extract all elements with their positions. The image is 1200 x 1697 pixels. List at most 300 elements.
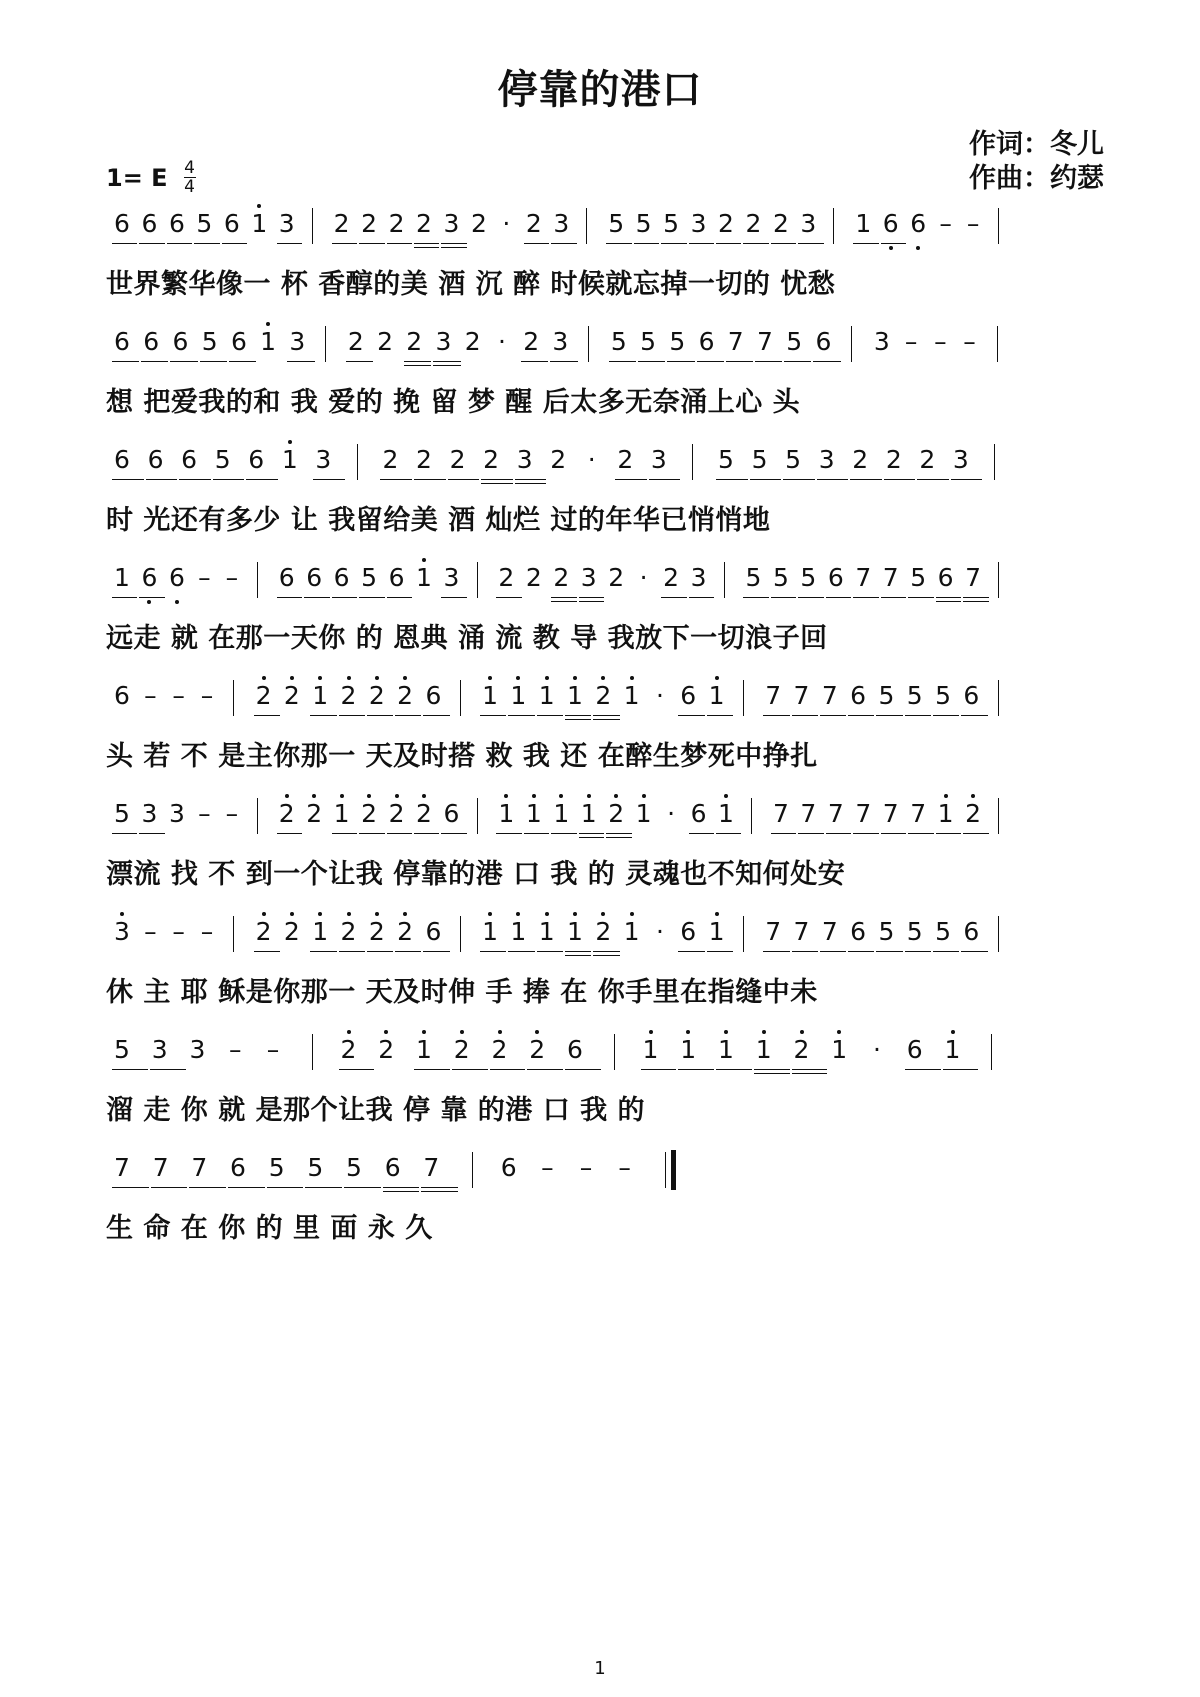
barline: [991, 1034, 992, 1070]
score-note: 6: [680, 681, 697, 710]
score-note: 6: [906, 1035, 923, 1064]
score-system: [0, 1144, 1200, 1264]
underline-beam: [689, 243, 714, 244]
underline-beam: [551, 597, 576, 598]
underline-beam: [689, 833, 714, 834]
score-note: 5: [114, 1035, 130, 1064]
score-note: 5: [910, 563, 927, 592]
score-note: 6: [815, 327, 832, 356]
barline: [257, 798, 258, 834]
octave-dot: [266, 322, 270, 326]
underline-beam: [763, 715, 789, 716]
underline-beam: [139, 243, 164, 244]
underline-beam: [267, 1187, 304, 1188]
score-system: [0, 200, 1200, 320]
underline-beam: [414, 833, 439, 834]
barline: [692, 444, 693, 480]
underline-beam: [743, 597, 768, 598]
octave-dot: [262, 676, 266, 680]
underline-beam: [481, 479, 513, 480]
score-note: 1: [312, 681, 329, 710]
underline-beam: [853, 833, 878, 834]
underline-beam: [346, 361, 373, 362]
underline-beam: [743, 243, 768, 244]
octave-dot: [762, 1030, 766, 1034]
underline-beam: [716, 479, 748, 480]
score-note: 5: [307, 1153, 324, 1182]
score-note: 6: [141, 563, 158, 592]
hold-dash: –: [172, 917, 185, 946]
score-note: 2: [388, 209, 405, 238]
score-note: 6: [168, 209, 185, 238]
score-note: 2: [382, 445, 399, 474]
score-note: 5: [114, 799, 130, 828]
underline-beam: [813, 361, 840, 362]
score-note: 5: [906, 917, 923, 946]
underline-beam: [755, 361, 782, 362]
barline: [724, 562, 725, 598]
underline-beam: [848, 715, 874, 716]
underline-beam: [783, 479, 815, 480]
score-note: 6: [181, 445, 198, 474]
score-note: 3: [580, 563, 597, 592]
underline-beam: [754, 1069, 790, 1070]
score-note: 7: [765, 917, 782, 946]
underline-beam: [490, 1069, 526, 1070]
underline-beam: [876, 951, 902, 952]
score-note: 6: [172, 327, 189, 356]
underline-beam: [481, 483, 513, 484]
score-note: 6: [910, 209, 927, 238]
barline: [472, 1152, 473, 1188]
octave-dot: [257, 204, 261, 208]
underline-beam: [606, 837, 631, 838]
underline-beam: [139, 833, 164, 834]
octave-dot: [367, 794, 371, 798]
lyric-line: 溜 走 你 就 是那个让我 停 靠 的港 口 我 的: [106, 1095, 645, 1126]
hold-dash: –: [229, 1035, 242, 1064]
score-note: 7: [821, 681, 838, 710]
score-note: 1: [623, 917, 640, 946]
score-note: 1: [333, 799, 350, 828]
underline-beam: [150, 1069, 186, 1070]
lyric-line: 休 主 耶 稣是你那一 天及时伸 手 捧 在 你手里在指缝中未: [106, 977, 818, 1008]
underline-beam: [850, 479, 882, 480]
score-note: 2: [553, 563, 570, 592]
octave-dot: [614, 794, 618, 798]
underline-beam: [565, 1069, 601, 1070]
score-note: 6: [168, 563, 185, 592]
octave-dot: [488, 912, 492, 916]
score-note: 1: [510, 681, 527, 710]
underline-beam: [441, 243, 466, 244]
underline-beam: [332, 597, 357, 598]
score-note: 5: [878, 681, 895, 710]
score-note: 7: [882, 799, 899, 828]
score-note: 1: [416, 1035, 432, 1064]
underline-beam: [310, 715, 336, 716]
score-system: [0, 672, 1200, 792]
score-note: 3: [818, 445, 835, 474]
score-note: 1: [944, 1035, 961, 1064]
score-system: [0, 318, 1200, 438]
score-note: 3: [690, 563, 707, 592]
score-note: 6: [963, 681, 980, 710]
underline-beam: [609, 361, 636, 362]
score-note: 6: [114, 445, 130, 474]
barline: [614, 1034, 615, 1070]
underline-beam: [876, 715, 902, 716]
score-note: 3: [516, 445, 533, 474]
underline-beam: [421, 1191, 458, 1192]
score-note: 5: [785, 445, 802, 474]
underline-beam: [524, 833, 549, 834]
score-system: [0, 790, 1200, 910]
score-note: 2: [718, 209, 734, 238]
octave-dot: [559, 794, 563, 798]
underline-beam: [933, 715, 959, 716]
score-note: 2: [608, 563, 625, 592]
underline-beam: [771, 833, 796, 834]
underline-beam: [383, 1187, 420, 1188]
score-note: 5: [669, 327, 686, 356]
octave-dot: [573, 912, 577, 916]
hold-dash: –: [144, 917, 157, 946]
underline-beam: [141, 361, 168, 362]
score-note: 2: [498, 563, 515, 592]
score-note: 2: [255, 681, 272, 710]
barline: [743, 680, 744, 716]
score-note: 3: [189, 1035, 206, 1064]
underline-beam: [784, 361, 811, 362]
score-note: 2: [965, 799, 982, 828]
underline-beam: [441, 247, 466, 248]
barline: [477, 798, 478, 834]
score-note: 5: [663, 209, 680, 238]
octave-dot: [573, 676, 577, 680]
score-note: 6: [425, 917, 442, 946]
score-note: 1: [937, 799, 954, 828]
underline-beam: [908, 597, 933, 598]
score-note: 6: [141, 209, 158, 238]
score-title: 停靠的港口: [497, 67, 703, 113]
barline: [998, 916, 999, 952]
hold-dash: –: [200, 681, 214, 710]
underline-beam: [305, 1187, 342, 1188]
underline-beam: [820, 951, 846, 952]
underline-beam: [508, 951, 534, 952]
key-signature: [106, 160, 196, 195]
underline-beam: [167, 243, 192, 244]
underline-beam: [615, 479, 647, 480]
octave-dot: [686, 1030, 690, 1034]
underline-beam: [641, 1069, 677, 1070]
underline-beam: [826, 833, 851, 834]
score-note: 5: [268, 1153, 285, 1182]
octave-dot: [724, 1030, 728, 1034]
score-note: 2: [525, 209, 542, 238]
score-note: 1: [718, 799, 734, 828]
score-note: 3: [443, 209, 460, 238]
underline-beam: [387, 833, 412, 834]
lyric-line: 远走 就 在那一天你 的 恩典 涌 流 教 导 我放下一切浪子回: [106, 623, 828, 654]
underline-beam: [480, 951, 506, 952]
score-note: 5: [635, 209, 652, 238]
score-note: 1: [553, 799, 570, 828]
score-note: 2: [550, 445, 567, 474]
underline-beam: [905, 1069, 941, 1070]
lyric-line: 漂流 找 不 到一个让我 停靠的港 口 我 的 灵魂也不知何处安: [106, 859, 846, 890]
score-note: 1: [482, 681, 499, 710]
underline-beam: [798, 243, 823, 244]
octave-dot: [312, 794, 316, 798]
underline-beam: [380, 479, 412, 480]
hold-dash: –: [172, 681, 185, 710]
underline-beam: [771, 243, 796, 244]
score-note: 2: [377, 327, 393, 356]
score-note: 5: [935, 917, 952, 946]
score-note: 1: [635, 799, 652, 828]
score-note: 3: [553, 209, 570, 238]
score-note: 2: [388, 799, 405, 828]
score-note: 7: [765, 681, 782, 710]
octave-dot: [120, 912, 124, 916]
octave-dot: [288, 440, 292, 444]
underline-beam: [441, 597, 466, 598]
hold-dash: –: [966, 209, 980, 238]
score-system: [0, 554, 1200, 674]
underline-beam: [716, 243, 741, 244]
underline-beam: [112, 1187, 149, 1188]
octave-dot: [545, 676, 549, 680]
underline-beam: [189, 1187, 226, 1188]
underline-beam: [951, 479, 983, 480]
score-note: 5: [786, 327, 803, 356]
score-note: 6: [230, 327, 247, 356]
score-note: 1: [708, 681, 725, 710]
underline-beam: [579, 833, 604, 834]
underline-beam: [551, 601, 576, 602]
barline: [751, 798, 752, 834]
score-note: 2: [595, 917, 612, 946]
underline-beam: [798, 597, 823, 598]
hold-dash: –: [541, 1153, 554, 1182]
score-note: 1: [260, 327, 277, 356]
score-note: 6: [850, 917, 867, 946]
score-note: 2: [525, 563, 542, 592]
score-note: 6: [567, 1035, 583, 1064]
octave-dot: [971, 794, 975, 798]
score-note: 2: [347, 327, 364, 356]
credits: [969, 128, 1104, 196]
score-note: 7: [821, 917, 838, 946]
score-note: 2: [406, 327, 423, 356]
underline-beam: [139, 597, 164, 598]
octave-dot: [715, 912, 719, 916]
score-note: 6: [223, 209, 240, 238]
underline-beam: [404, 361, 431, 362]
score-system: [0, 436, 1200, 556]
octave-dot: [175, 600, 179, 604]
score-note: 7: [910, 799, 927, 828]
underline-beam: [606, 243, 631, 244]
underline-beam: [579, 601, 604, 602]
underline-beam: [826, 597, 851, 598]
score-note: 6: [333, 563, 350, 592]
hold-dash: –: [963, 327, 976, 356]
underline-beam: [508, 715, 534, 716]
score-note: 1: [680, 1035, 697, 1064]
underline-beam: [200, 361, 227, 362]
underline-beam: [593, 955, 619, 956]
hold-dash: –: [200, 917, 214, 946]
underline-beam: [112, 243, 137, 244]
underline-beam: [579, 597, 604, 598]
score-note: 2: [919, 445, 936, 474]
underline-beam: [579, 837, 604, 838]
underline-beam: [678, 1069, 714, 1070]
underline-beam: [763, 951, 789, 952]
underline-beam: [649, 479, 681, 480]
final-barline-thin: [665, 1152, 666, 1188]
score-note: 5: [361, 563, 378, 592]
score-note: 5: [906, 681, 923, 710]
underline-beam: [480, 715, 506, 716]
score-note: 1: [416, 563, 432, 592]
underline-beam: [304, 597, 329, 598]
score-system: [0, 908, 1200, 1028]
underline-beam: [246, 479, 278, 480]
score-note: 1: [567, 681, 583, 710]
octave-dot: [262, 912, 266, 916]
underline-beam: [820, 715, 846, 716]
score-note: 5: [608, 209, 625, 238]
score-note: 6: [230, 1153, 246, 1182]
score-note: 6: [500, 1153, 517, 1182]
octave-dot: [587, 794, 591, 798]
underline-beam: [716, 1069, 752, 1070]
barline: [833, 208, 834, 244]
barline: [325, 326, 326, 362]
score-note: 6: [443, 799, 460, 828]
barline: [998, 208, 999, 244]
octave-dot: [147, 600, 151, 604]
score-note: 2: [368, 917, 385, 946]
score-note: 1: [623, 681, 640, 710]
underline-beam: [798, 833, 823, 834]
score-note: ·: [639, 563, 648, 592]
underline-beam: [697, 361, 724, 362]
underline-beam: [936, 601, 961, 602]
score-note: 1: [251, 209, 268, 238]
lyric-line: 头 若 不 是主你那一 天及时搭 救 我 还 在醉生梦死中挣扎: [106, 741, 818, 772]
score-note: 3: [952, 445, 969, 474]
octave-dot: [375, 912, 379, 916]
key-label: 1= E: [106, 163, 168, 192]
underline-beam: [905, 715, 931, 716]
score-note: 7: [855, 799, 872, 828]
underline-beam: [707, 951, 733, 952]
score-note: 2: [368, 681, 385, 710]
barline: [588, 326, 589, 362]
score-note: 6: [306, 563, 323, 592]
score-note: 7: [423, 1153, 440, 1182]
score-note: ·: [502, 209, 511, 238]
score-note: 3: [650, 445, 667, 474]
score-note: 2: [852, 445, 869, 474]
score-note: 2: [397, 917, 414, 946]
octave-dot: [318, 912, 322, 916]
octave-dot: [630, 676, 634, 680]
barline: [233, 680, 234, 716]
hold-dash: –: [225, 563, 239, 592]
barline: [998, 680, 999, 716]
score-note: 1: [482, 917, 499, 946]
score-note: 1: [538, 681, 555, 710]
score-note: 7: [855, 563, 872, 592]
octave-dot: [340, 794, 344, 798]
underline-beam: [496, 597, 521, 598]
underline-beam: [387, 597, 412, 598]
underline-beam: [848, 951, 874, 952]
underline-beam: [359, 243, 384, 244]
score-note: 2: [491, 1035, 508, 1064]
octave-dot: [318, 676, 322, 680]
underline-beam: [448, 479, 480, 480]
octave-dot: [290, 676, 294, 680]
octave-dot: [285, 794, 289, 798]
octave-dot: [347, 912, 351, 916]
time-signature-bottom: 4: [184, 177, 195, 197]
underline-beam: [771, 597, 796, 598]
score-note: 2: [793, 1035, 810, 1064]
underline-beam: [151, 1187, 188, 1188]
octave-dot: [516, 912, 520, 916]
barline: [997, 326, 998, 362]
underline-beam: [414, 247, 439, 248]
underline-beam: [792, 1073, 828, 1074]
underline-beam: [359, 833, 384, 834]
score-note: 2: [595, 681, 612, 710]
underline-beam: [222, 243, 247, 244]
underline-beam: [387, 243, 412, 244]
score-note: 7: [757, 327, 773, 356]
underline-beam: [339, 715, 365, 716]
barline: [586, 208, 587, 244]
underline-beam: [254, 951, 280, 952]
barline: [312, 208, 313, 244]
score-note: 1: [755, 1035, 772, 1064]
hold-dash: –: [934, 327, 947, 356]
octave-dot: [422, 1030, 426, 1034]
composer: 作曲：约瑟: [969, 163, 1104, 194]
score-note: 6: [114, 681, 130, 710]
underline-beam: [689, 597, 714, 598]
octave-dot: [422, 794, 426, 798]
score-note: 5: [745, 563, 762, 592]
underline-beam: [524, 243, 549, 244]
underline-beam: [750, 479, 782, 480]
score-note: 7: [793, 681, 810, 710]
barline: [477, 562, 478, 598]
score-note: 5: [346, 1153, 362, 1182]
octave-dot: [916, 246, 920, 250]
barline: [460, 916, 461, 952]
score-note: 2: [745, 209, 762, 238]
underline-beam: [332, 243, 357, 244]
underline-beam: [550, 361, 577, 362]
underline-beam: [414, 1069, 450, 1070]
